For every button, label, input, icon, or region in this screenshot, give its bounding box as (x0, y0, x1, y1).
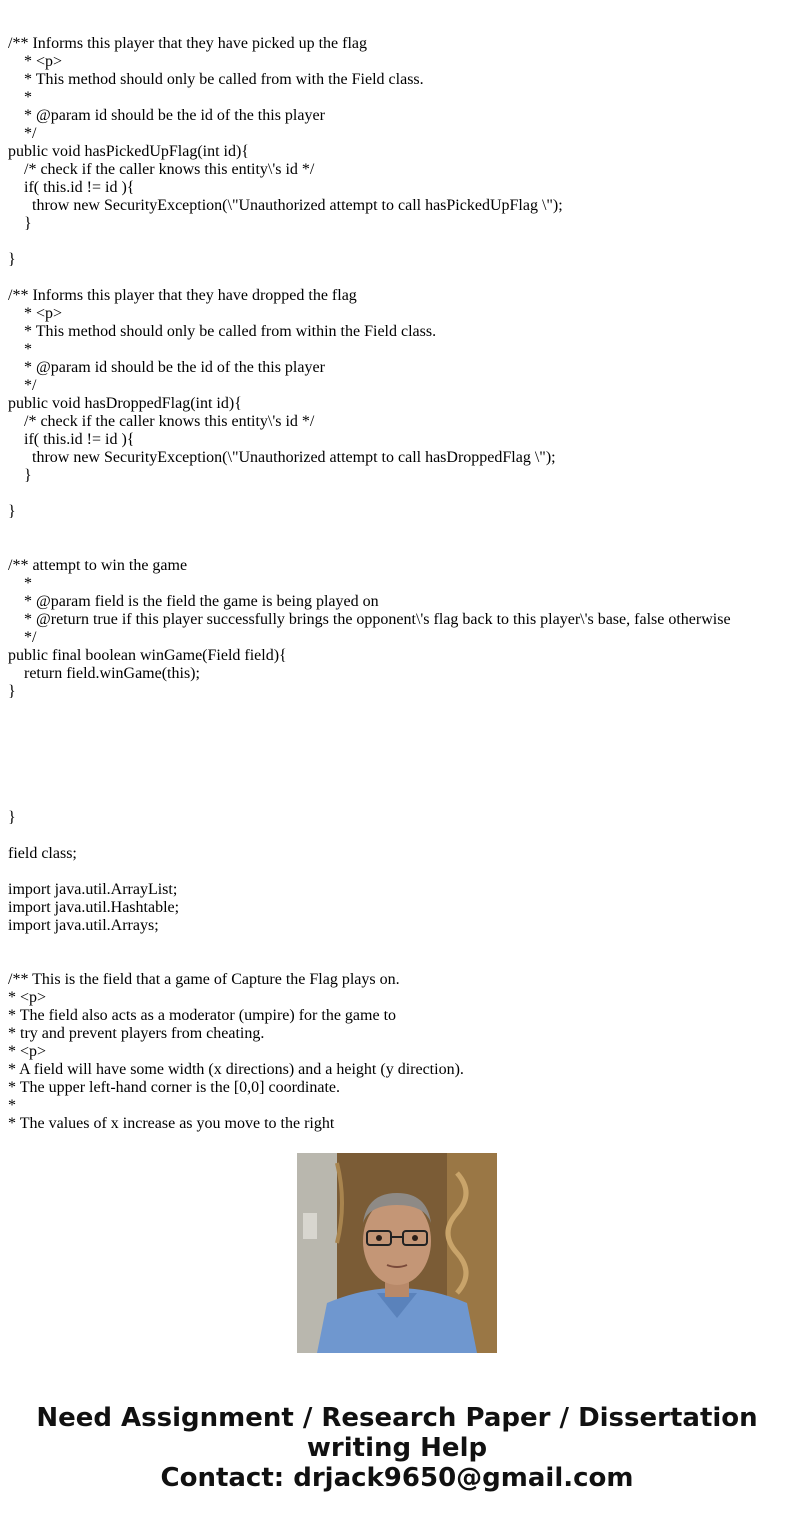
code-line: * <p> (8, 305, 63, 322)
code-line: * A field will have some width (x directions) and a height (y direction). (8, 1061, 464, 1078)
code-line: if( this.id != id ){ (8, 431, 135, 448)
code-line: import java.util.ArrayList; (8, 881, 178, 898)
promo-footer (0, 1403, 794, 1493)
code-line: * @param id should be the id of the this player (8, 359, 325, 376)
promo-line-1: Need Assignment / Research Paper / Dissertation (36, 1403, 758, 1433)
code-line: * (8, 575, 32, 592)
code-line (8, 701, 788, 719)
code-line: /* check if the caller knows this entity\'s id */ (8, 413, 315, 430)
code-line: /** Informs this player that they have picked up the flag (8, 35, 368, 52)
code-line (8, 773, 788, 791)
code-line (8, 539, 788, 557)
code-line (8, 737, 788, 755)
code-line: * The values of x increase as you move to the right (8, 1115, 335, 1132)
code-line: /** attempt to win the game (8, 557, 188, 574)
code-line: field class; (8, 845, 77, 862)
code-line: throw new SecurityException(\"Unauthorized attempt to call hasDroppedFlag \"); (8, 449, 556, 466)
code-line: /* check if the caller knows this entity\'s id */ (8, 161, 315, 178)
code-line: * <p> (8, 53, 63, 70)
code-line (8, 863, 788, 881)
code-line: public void hasDroppedFlag(int id){ (8, 395, 242, 412)
code-line: * @param field is the field the game is being played on (8, 593, 379, 610)
code-line: } (8, 683, 16, 700)
code-line (8, 827, 788, 845)
code-line: public void hasPickedUpFlag(int id){ (8, 143, 249, 160)
code-line: * This method should only be called from within the Field class. (8, 323, 437, 340)
code-line: * The field also acts as a moderator (umpire) for the game to (8, 1007, 397, 1024)
code-line (8, 521, 788, 539)
code-line (8, 485, 788, 503)
code-line: } (8, 809, 16, 826)
code-line (8, 719, 788, 737)
promo-line-2: writing Help (306, 1433, 488, 1463)
code-line: */ (8, 377, 37, 394)
code-line: * (8, 89, 32, 106)
code-line (8, 755, 788, 773)
code-line: * try and prevent players from cheating. (8, 1025, 265, 1042)
code-line: /** Informs this player that they have dropped the flag (8, 287, 357, 304)
code-line: } (8, 503, 16, 520)
code-line: * @return true if this player successfully brings the opponent\'s flag back to this player\'s base, false otherwise (8, 611, 731, 628)
code-line: * <p> (8, 989, 47, 1006)
code-line (8, 791, 788, 809)
code-line: if( this.id != id ){ (8, 179, 135, 196)
code-line: return field.winGame(this); (8, 665, 200, 682)
code-line (8, 233, 788, 251)
code-line: * This method should only be called from with the Field class. (8, 71, 424, 88)
avatar-photo (297, 1153, 497, 1353)
code-line: import java.util.Hashtable; (8, 899, 180, 916)
code-line (8, 269, 788, 287)
code-line (8, 935, 788, 953)
promo-contact: Contact: drjack9650@gmail.com (160, 1463, 634, 1493)
author-avatar (297, 1153, 497, 1353)
code-line: */ (8, 125, 37, 142)
code-line: } (8, 467, 32, 484)
code-listing (8, 35, 788, 1132)
code-line: } (8, 251, 16, 268)
code-line: * (8, 341, 32, 358)
code-line: throw new SecurityException(\"Unauthorized attempt to call hasPickedUpFlag \"); (8, 197, 563, 214)
code-line: * The upper left-hand corner is the [0,0] coordinate. (8, 1079, 341, 1096)
code-line: } (8, 215, 32, 232)
code-line (8, 953, 788, 971)
code-line: * (8, 1097, 16, 1114)
code-line: */ (8, 629, 37, 646)
code-line: * <p> (8, 1043, 47, 1060)
code-line: * @param id should be the id of the this player (8, 107, 325, 124)
code-line: public final boolean winGame(Field field){ (8, 647, 287, 664)
code-line: import java.util.Arrays; (8, 917, 159, 934)
code-line: /** This is the field that a game of Capture the Flag plays on. (8, 971, 400, 988)
